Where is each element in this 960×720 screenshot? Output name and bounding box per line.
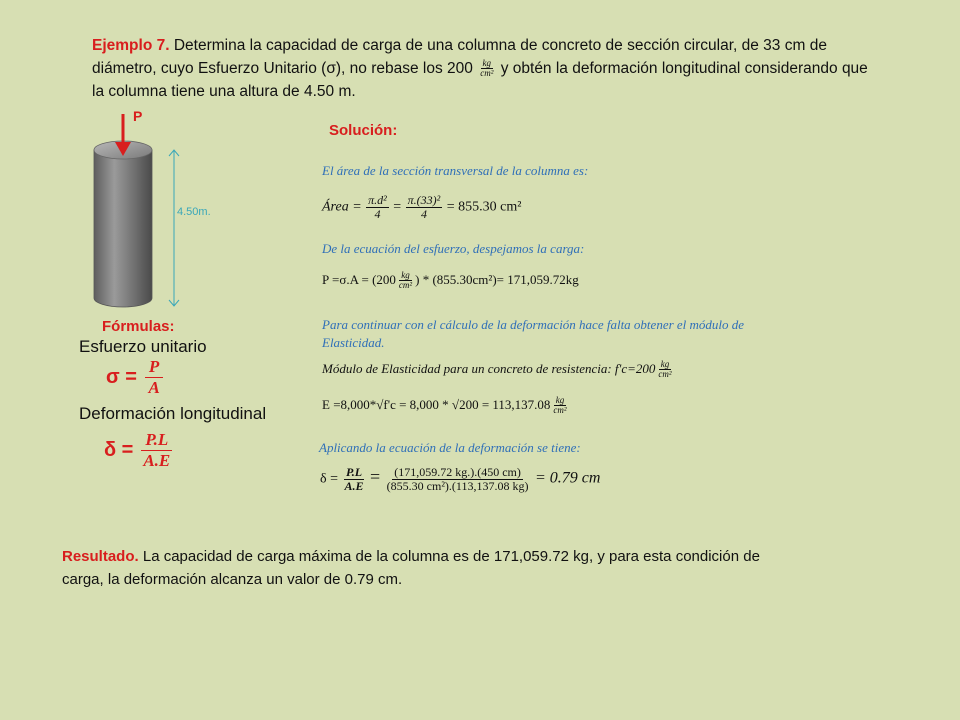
modulus-line: Módulo de Elasticidad para un concreto de resistencia: f'c=200 $\frac{kg}{\text{cm²}}$ (322, 359, 672, 380)
stress-formula: σ = $\frac{P}{A}$ (106, 357, 163, 399)
deformation-description: Aplicando la ecuación de la deformación se tiene: (319, 440, 581, 455)
stress-label: Esfuerzo unitario (79, 337, 207, 356)
result-label: Resultado. (62, 548, 139, 565)
modulus-description: Para continuar con el cálculo de la deformación hace falta obtener el módulo de Elasticidad. (322, 317, 745, 350)
formulas-title: Fórmulas: (102, 318, 175, 335)
area-description: El área de la sección transversal de la columna es: (322, 163, 589, 178)
problem-text-1: Determina la capacidad de carga de una columna de concreto de sección circular, de 33 cm de diámetro, cuyo Esfuerzo Unitario (σ), no rebase los 200 (92, 37, 827, 77)
problem-label: Ejemplo 7. (92, 37, 170, 54)
solution-title: Solución: (329, 122, 398, 139)
load-equation: P =σ.A = (200 $\frac{kg}{\text{cm²}}$ ) * (855.30cm²)= 171,059.72kg (322, 270, 579, 291)
height-label: 4.50m. (177, 206, 211, 218)
cylinder-shape (94, 141, 152, 307)
area-equation: Área = $\frac{\text{π.d²}}{4}$ = $\frac{\text{π.(33)²}}{4}$ = 855.30 cm² (322, 193, 522, 221)
load-description: De la ecuación del esfuerzo, despejamos la carga: (322, 241, 585, 256)
elasticity-equation: E =8,000*√f'c = 8,000 * √200 = 113,137.08 $\frac{kg}{\text{cm²}}$ (322, 395, 567, 416)
result-text: La capacidad de carga máxima de la columna es de 171,059.72 kg, y para esta condición de carga, la deformación alcanza un valor de 0.79 cm. (62, 548, 760, 588)
deformation-label: Deformación longitudinal (79, 404, 267, 423)
deformation-equation: δ = $\frac{P.L}{A.E}$ = $\frac{(171,059.72 kg.).(450 cm)}{\text{(855.30 cm²).(113,137.08 kg)}}$ = 0.79 cm (320, 465, 601, 493)
problem-text-2: y obtén la deformación longitudinal considerando que la columna tiene una altura de 4.50 m. (92, 60, 868, 100)
load-label: P (133, 108, 143, 124)
problem-statement (92, 34, 872, 103)
deformation-formula: δ = $\frac{P.L}{A.E}$ (104, 430, 171, 471)
result-statement (62, 545, 762, 591)
height-dimension-arrow-icon (169, 150, 179, 306)
column-figure (80, 110, 240, 320)
problem-unit: $\frac{kg}{\text{cm²}}$ (480, 57, 494, 79)
